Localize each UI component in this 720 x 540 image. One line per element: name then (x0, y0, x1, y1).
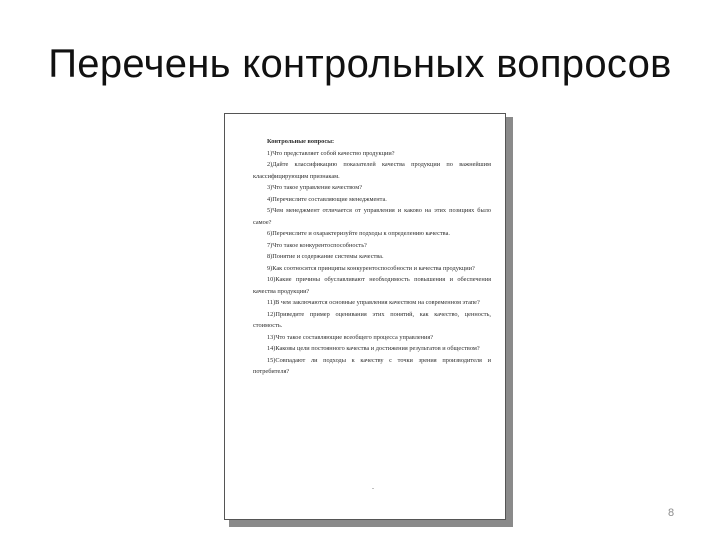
document-page-image (224, 113, 506, 520)
question-item: 14)Каковы цели постоянного качества и достижения результатов и обществом? (267, 345, 480, 352)
question-item: 4)Перечислите составляющие менеджмента. (267, 195, 387, 203)
page-marker: - (372, 486, 374, 492)
slide-title: Перечень контрольных вопросов (48, 42, 672, 86)
question-item: 13)Что такое составляющие всеобщего процесса управления? (267, 333, 434, 341)
question-item: 1)Что представляет собой качество продукции? (267, 149, 395, 157)
question-item: 9)Как соотносятся принципы конкурентоспособности и качества продукции? (267, 264, 475, 272)
question-item: 11)В чем заключаются основные управления качеством на современном этапе? (267, 299, 480, 306)
question-item: 5)Чем менеджмент отличается от управления и каково на этих позициях было самое? (253, 207, 491, 226)
question-item: 3)Что такое управление качеством? (267, 184, 362, 191)
question-item: 15)Совпадают ли подходы к качеству с точки зрения производителя и потребителя? (253, 356, 491, 375)
question-item: 12)Приведите пример оценивания этих понятий, как качество, ценность, стоимость. (253, 310, 491, 329)
question-item: 10)Какие причины обуславливают необходимость повышения и обеспечения качества продукции? (253, 276, 491, 295)
document-content (253, 136, 491, 378)
slide-number: 8 (668, 507, 675, 519)
question-item: 2)Дайте классификацию показателей качества продукции по важнейшим классифицирующим признакам. (253, 161, 491, 180)
document-heading: Контрольные вопросы: (267, 138, 335, 145)
question-item: 6)Перечислите и охарактеризуйте подходы к определению качества. (267, 230, 450, 237)
question-item: 7)Что такое конкурентоспособность? (267, 241, 367, 249)
question-item: 8)Понятие и содержание системы качества. (267, 253, 384, 260)
